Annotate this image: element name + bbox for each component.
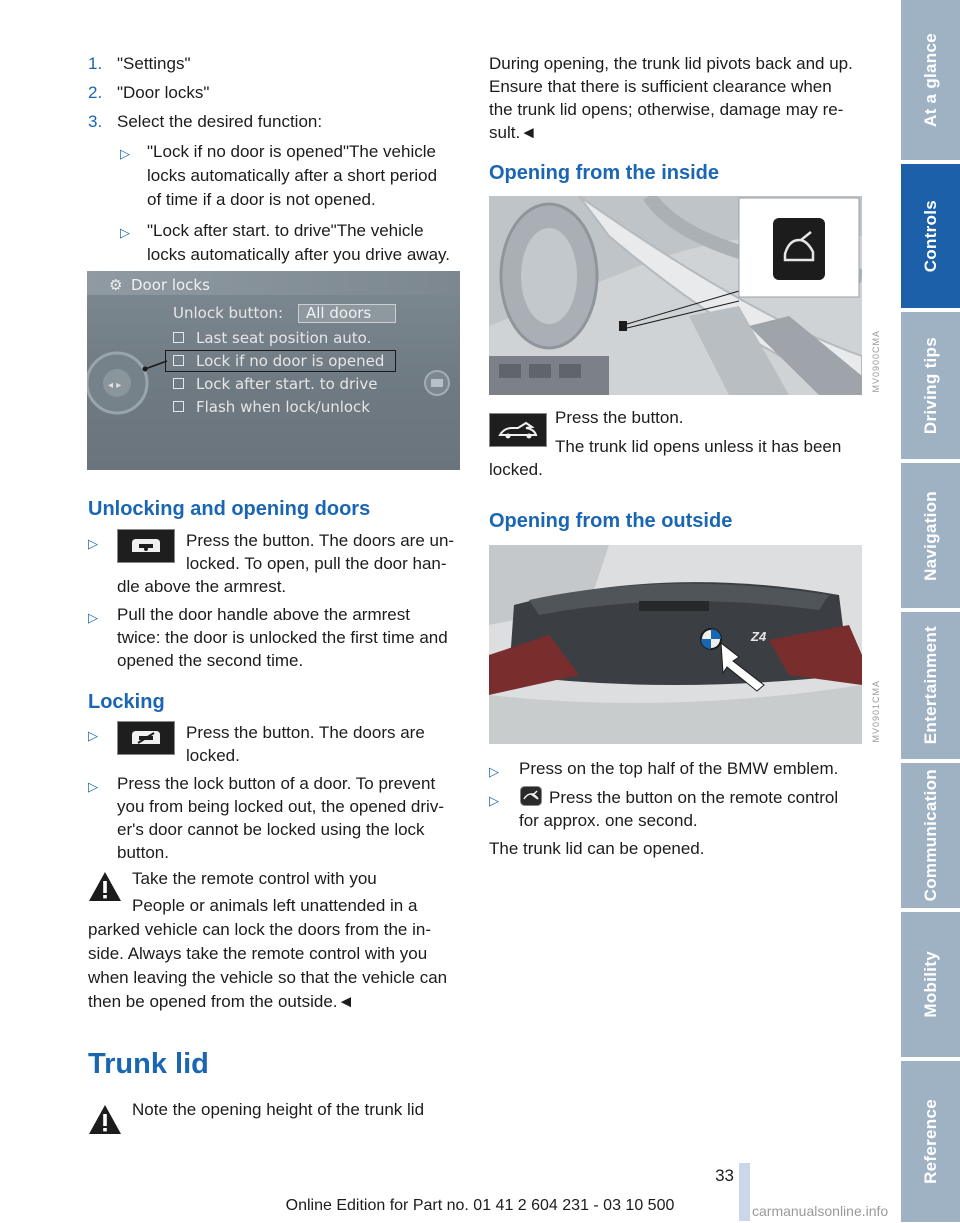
step-text: "Door locks" <box>117 83 210 102</box>
screen-option: Lock after start. to drive <box>173 374 378 394</box>
function-line: of time if a door is not opened. <box>147 190 376 209</box>
unlock-text: locked. To open, pull the door han- <box>186 554 447 573</box>
outside-text: Press the button on the remote control <box>549 788 839 807</box>
warning-text: parked vehicle can lock the doors from the in- <box>88 920 432 939</box>
bullet-triangle-icon: ▷ <box>489 764 499 779</box>
trunk-text: During opening, the trunk lid pivots back and up. <box>489 54 853 73</box>
tab-communication[interactable]: Communication <box>901 763 960 908</box>
car-badge: Z4 <box>751 629 767 644</box>
unlock-icon <box>126 535 166 557</box>
screen-decor-graphic <box>87 271 460 470</box>
trunk-text: sult.◄ <box>489 123 538 142</box>
warning-icon <box>87 1102 123 1138</box>
inside-result-text: The trunk lid opens unless it has been <box>555 437 842 456</box>
tab-at-a-glance[interactable]: At a glance <box>901 0 960 160</box>
bullet-triangle-icon: ▷ <box>120 146 130 161</box>
outside-text: Press on the top half of the BMW emblem. <box>519 759 839 778</box>
lock-text: locked. <box>186 746 240 765</box>
interior-illustration <box>489 196 862 395</box>
svg-text:◂ ▸: ◂ ▸ <box>108 380 122 391</box>
bullet-triangle-icon: ▷ <box>88 536 98 551</box>
function-line: "Lock after start. to drive"The vehicle <box>147 221 424 240</box>
lock-text: you from being locked out, the opened driv- <box>117 797 444 816</box>
tab-controls[interactable]: Controls <box>901 164 960 308</box>
lock-button-image <box>117 721 175 755</box>
bullet-triangle-icon: ▷ <box>489 793 499 808</box>
watermark: carmanualsonline.info <box>752 1203 889 1219</box>
step-number: 2. <box>88 83 103 102</box>
remote-trunk-button-icon <box>520 786 542 806</box>
screen-option: Flash when lock/unlock <box>173 397 370 417</box>
lock-icon <box>126 727 166 749</box>
page-number: 33 <box>715 1166 734 1185</box>
lock-text: Press the button. The doors are <box>186 723 425 742</box>
trunk-text: Ensure that there is sufficient clearance when <box>489 77 832 96</box>
screen-title: Door locks <box>131 276 210 294</box>
section-heading-locking: Locking <box>88 691 165 713</box>
outside-end-text: The trunk lid can be opened. <box>489 839 705 858</box>
tab-entertainment[interactable]: Entertainment <box>901 612 960 759</box>
tab-mobility[interactable]: Mobility <box>901 912 960 1057</box>
step-number: 3. <box>88 112 103 131</box>
warning-icon <box>87 869 123 905</box>
unlock-button-label: Unlock button: <box>173 304 284 322</box>
warning-text: then be opened from the outside.◄ <box>88 992 355 1011</box>
unlock-text: Pull the door handle above the armrest <box>117 605 410 624</box>
lock-text: Press the lock button of a door. To prevent <box>117 774 436 793</box>
tab-driving-tips[interactable]: Driving tips <box>901 312 960 459</box>
chapter-tabs <box>901 0 960 1222</box>
photo-id: MV0901CMA <box>871 680 881 743</box>
section-heading-unlocking: Unlocking and opening doors <box>88 498 371 520</box>
bullet-triangle-icon: ▷ <box>120 225 130 240</box>
step-text: "Settings" <box>117 54 191 73</box>
warning-text: when leaving the vehicle so that the vehicle can <box>88 968 448 987</box>
photo-id: MV0900CMA <box>871 330 881 393</box>
screen-option-highlighted: Lock if no door is opened <box>173 351 384 371</box>
outside-text: for approx. one second. <box>519 811 698 830</box>
unlock-button-image <box>117 529 175 563</box>
car-rear-illustration <box>489 545 862 744</box>
function-line: "Lock if no door is opened"The vehicle <box>147 142 436 161</box>
door-locks-screen-image <box>87 271 460 470</box>
inside-result-text: locked. <box>489 460 543 479</box>
interior-photo <box>489 196 862 395</box>
unlock-text: twice: the door is unlocked the first time and <box>117 628 448 647</box>
car-rear-photo <box>489 545 862 744</box>
unlock-text: Press the button. The doors are un- <box>186 531 455 550</box>
warning-title: Take the remote control with you <box>132 869 377 888</box>
unlock-text: opened the second time. <box>117 651 304 670</box>
warning-text: People or animals left unattended in a <box>132 896 418 915</box>
warning-text: side. Always take the remote control with you <box>88 944 428 963</box>
unlock-button-value: All doors <box>306 304 372 322</box>
warning-title: Note the opening height of the trunk lid <box>132 1100 425 1119</box>
function-line: locks automatically after you drive away. <box>147 245 450 264</box>
trunk-text: the trunk lid opens; otherwise, damage may re- <box>489 100 844 119</box>
gear-icon: ⚙ <box>109 277 123 294</box>
step-number: 1. <box>88 54 103 73</box>
lock-text: er's door cannot be locked using the lock <box>117 820 425 839</box>
bullet-triangle-icon: ▷ <box>88 779 98 794</box>
trunk-button-image <box>489 413 547 447</box>
section-heading-outside: Opening from the outside <box>489 510 733 532</box>
inside-press-text: Press the button. <box>555 408 684 427</box>
section-heading-trunk-lid: Trunk lid <box>88 1048 209 1080</box>
trunk-icon <box>496 419 540 441</box>
bullet-triangle-icon: ▷ <box>88 610 98 625</box>
function-line: locks automatically after a short period <box>147 166 438 185</box>
screen-option: Last seat position auto. <box>173 328 371 348</box>
section-heading-inside: Opening from the inside <box>489 162 720 184</box>
footer-edition: Online Edition for Part no. 01 41 2 604 231 - 03 10 500 <box>285 1197 675 1214</box>
tab-navigation[interactable]: Navigation <box>901 463 960 608</box>
bullet-triangle-icon: ▷ <box>88 728 98 743</box>
lock-text: button. <box>117 843 169 862</box>
unlock-text: dle above the armrest. <box>117 577 287 596</box>
step-text: Select the desired function: <box>117 112 323 131</box>
tab-reference[interactable]: Reference <box>901 1061 960 1222</box>
